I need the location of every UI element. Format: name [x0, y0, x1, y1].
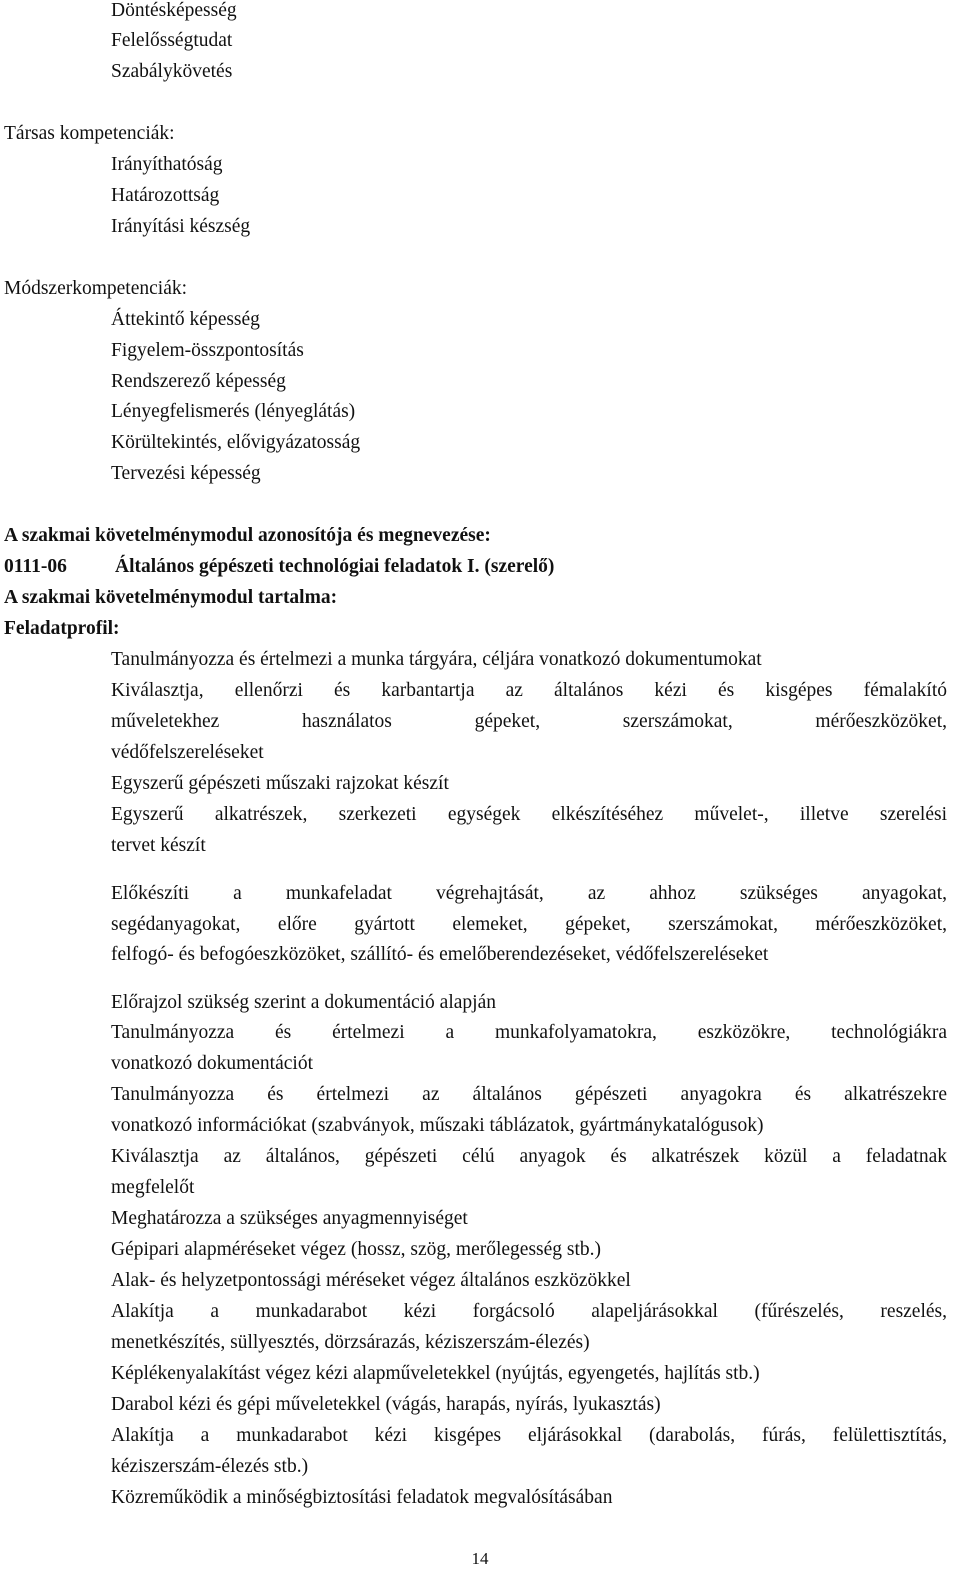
list-item: Figyelem-összpontosítás	[111, 340, 304, 361]
module-content-heading: A szakmai követelménymodul tartalma:	[4, 587, 338, 608]
task-item: Kiválasztja az általános, gépészeti célú anyagok és alkatrészek közül a feladatnak	[111, 1146, 947, 1167]
task-item-continuation: menetkészítés, süllyesztés, dörzsárazás, kéziszerszám-élezés)	[111, 1332, 590, 1353]
list-item: Lényegfelismerés (lényeglátás)	[111, 401, 356, 422]
task-item: Egyszerű alkatrészek, szerkezeti egységek elkészítéséhez művelet-, illetve szerelési	[111, 804, 947, 825]
page-number: 14	[471, 1549, 489, 1568]
task-item: Kiválasztja, ellenőrzi és karbantartja az általános kézi és kisgépes fémalakító	[111, 680, 947, 701]
task-item: Előkészíti a munkafeladat végrehajtását, az ahhoz szükséges anyagokat,	[111, 883, 947, 904]
module-title	[4, 555, 554, 579]
task-item: Egyszerű gépészeti műszaki rajzokat készít	[111, 773, 449, 794]
task-item-continuation: vonatkozó információkat (szabványok, műszaki táblázatok, gyártmánykatalógusok)	[111, 1115, 764, 1136]
task-profile-heading: Feladatprofil:	[4, 618, 120, 639]
task-item: Tanulmányozza és értelmezi az általános gépészeti anyagokra és alkatrészekre	[111, 1084, 947, 1105]
list-item: Felelősségtudat	[111, 30, 233, 51]
task-item-continuation: megfelelőt	[111, 1177, 195, 1198]
task-item: Gépipari alapméréseket végez (hossz, szög, merőlegesség stb.)	[111, 1239, 602, 1260]
list-item: Körültekintés, elővigyázatosság	[111, 432, 361, 453]
task-item: Alakítja a munkadarabot kézi kisgépes eljárásokkal (darabolás, fúrás, felülettisztítás,	[111, 1425, 947, 1446]
task-item: Tanulmányozza és értelmezi a munkafolyamatokra, eszközökre, technológiákra	[111, 1022, 947, 1043]
list-item: Irányíthatóság	[111, 154, 223, 175]
task-item: Képlékenyalakítást végez kézi alapműveletekkel (nyújtás, egyengetés, hajlítás stb.)	[111, 1363, 760, 1384]
task-item-continuation: védőfelszereléseket	[111, 742, 264, 763]
task-item: Darabol kézi és gépi műveletekkel (vágás, harapás, nyírás, lyukasztás)	[111, 1394, 661, 1415]
task-item: Alakítja a munkadarabot kézi forgácsoló alapeljárásokkal (fűrészelés, reszelés,	[111, 1301, 947, 1322]
task-item: Előrajzol szükség szerint a dokumentáció alapján	[111, 992, 496, 1013]
task-item: Tanulmányozza és értelmezi a munka tárgyára, céljára vonatkozó dokumentumokat	[111, 649, 762, 670]
list-item: Határozottság	[111, 185, 220, 206]
task-item: Közreműködik a minőségbiztosítási feladatok megvalósításában	[111, 1487, 613, 1508]
section-heading-social: Társas kompetenciák:	[4, 123, 175, 144]
task-item: Alak- és helyzetpontossági méréseket végez általános eszközökkel	[111, 1270, 631, 1291]
module-code: 0111-06	[4, 556, 67, 577]
task-item-continuation: segédanyagokat, előre gyártott elemeket, gépeket, szerszámokat, mérőeszközöket,	[111, 914, 947, 935]
task-item-continuation: tervet készít	[111, 835, 206, 856]
task-item-continuation: felfogó- és befogóeszközöket, szállító- és emelőberendezéseket, védőfelszereléseket	[111, 944, 769, 965]
task-item-continuation: vonatkozó dokumentációt	[111, 1053, 313, 1074]
module-id-heading: A szakmai követelménymodul azonosítója és megnevezése:	[4, 525, 491, 546]
list-item: Irányítási készség	[111, 216, 251, 237]
list-item: Áttekintő képesség	[111, 309, 260, 330]
task-item: Meghatározza a szükséges anyagmennyiséget	[111, 1208, 468, 1229]
list-item: Rendszerező képesség	[111, 371, 286, 392]
list-item: Döntésképesség	[111, 0, 237, 21]
module-name: Általános gépészeti technológiai feladatok I. (szerelő)	[115, 556, 555, 577]
section-heading-method: Módszerkompetenciák:	[4, 278, 188, 299]
task-item-continuation: kéziszerszám-élezés stb.)	[111, 1456, 309, 1477]
list-item: Tervezési képesség	[111, 463, 261, 484]
list-item: Szabálykövetés	[111, 61, 233, 82]
task-item-continuation: műveletekhez használatos gépeket, szerszámokat, mérőeszközöket,	[111, 711, 947, 732]
